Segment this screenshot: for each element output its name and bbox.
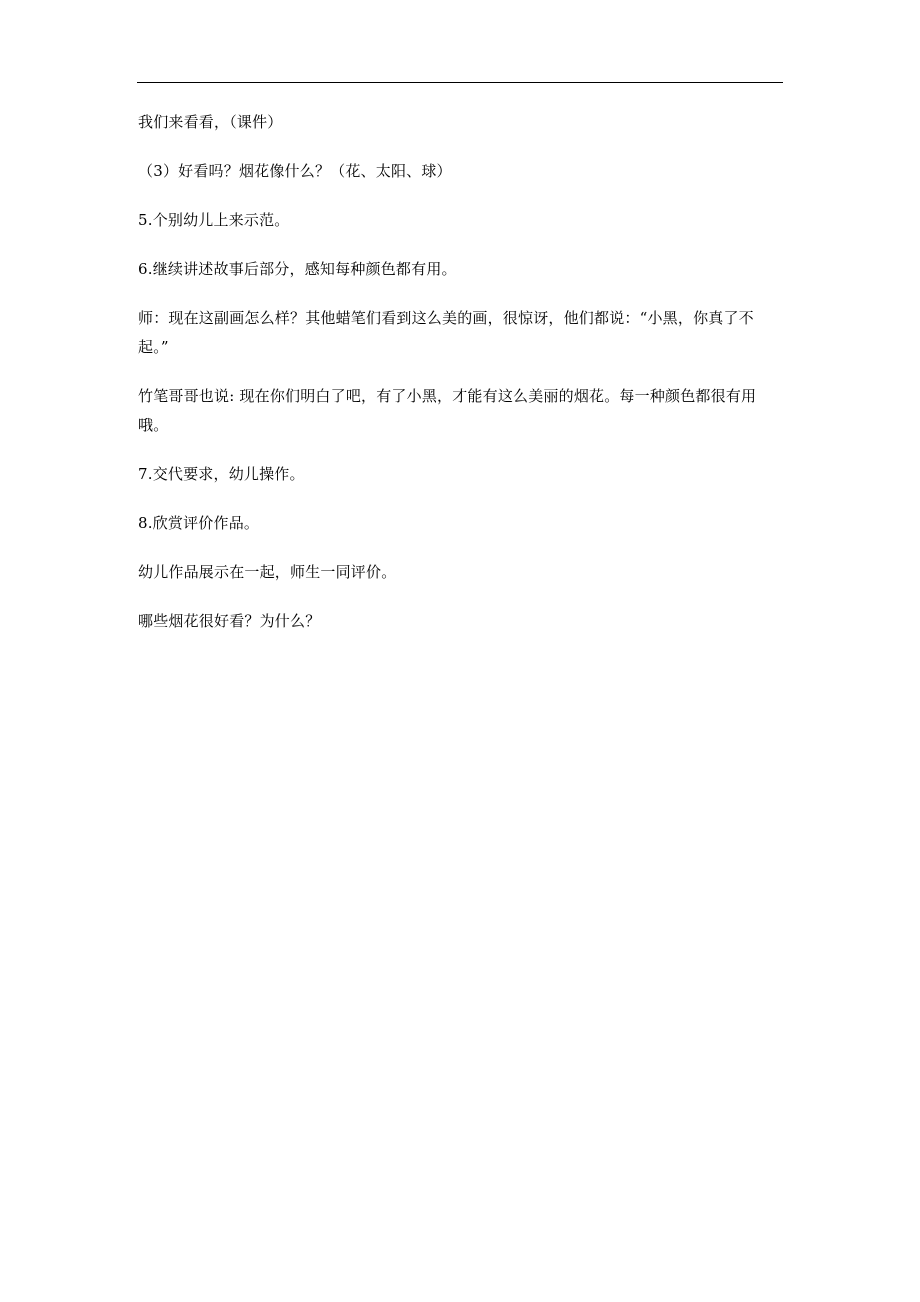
paragraph-step-7: 7.交代要求，幼儿操作。 [138, 465, 305, 483]
paragraph-teacher-speech: 师：现在这副画怎么样？其他蜡笔们看到这么美的画，很惊讶，他们都说：“小黑，你真了不起。” [138, 309, 754, 356]
paragraph-step-8: 8.欣赏评价作品。 [138, 514, 260, 532]
paragraph-step-6: 6.继续讲述故事后部分，感知每种颜色都有用。 [138, 260, 457, 278]
paragraph-lets-look: 我们来看看，（课件） [138, 113, 283, 131]
paragraph-brother-speech: 竹笔哥哥也说: 现在你们明白了吧，有了小黑，才能有这么美丽的烟花。每一种颜色都很有用哦。 [138, 387, 757, 434]
header-rule [137, 82, 783, 83]
paragraph-final-question: 哪些烟花很好看？为什么？ [138, 612, 321, 630]
document-body [138, 108, 784, 656]
paragraph-works-display: 幼儿作品展示在一起，师生一同评价。 [138, 563, 397, 581]
paragraph-step-5: 5.个别幼儿上来示范。 [138, 211, 290, 229]
paragraph-question-3: （3）好看吗？烟花像什么？（花、太阳、球） [138, 162, 452, 180]
